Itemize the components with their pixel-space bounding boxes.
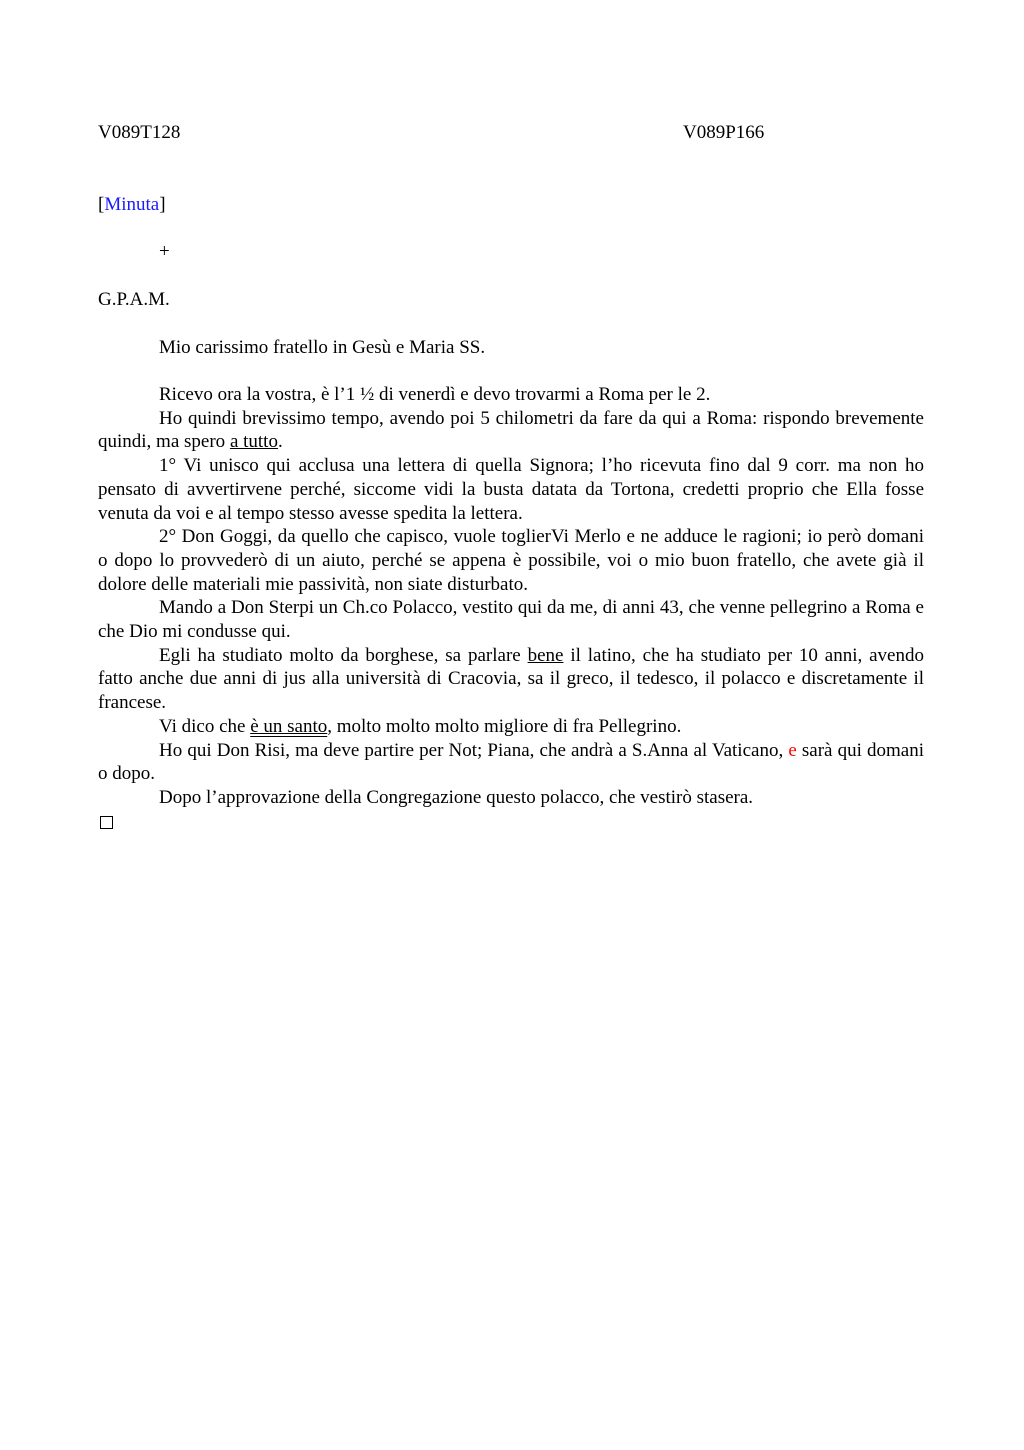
letter-body xyxy=(98,383,924,810)
underlined-bene: bene xyxy=(527,644,564,666)
paragraph-1: Ricevo ora la vostra, è l’1 ½ di venerdì e devo trovarmi a Roma per le 2. xyxy=(159,384,711,405)
salutation: Mio carissimo fratello in Gesù e Maria SS. xyxy=(159,337,486,358)
document-code-left: V089T128 xyxy=(98,122,181,143)
paragraph-2-text: Ho quindi brevissimo tempo, avendo poi 5 chilometri da fare da qui a Roma: rispondo brevemente quindi, ma spero xyxy=(98,407,924,453)
paragraph-8 xyxy=(98,739,924,786)
paragraph-8-end: sarà qui domani o dopo. xyxy=(98,739,925,785)
paragraph-8-text: Ho qui Don Risi, ma deve partire per Not; Piana, che andrà a S.Anna al Vaticano, xyxy=(159,739,789,761)
paragraph-9: Dopo l’approvazione della Congregazione questo polacco, che vestirò stasera. xyxy=(159,786,754,808)
paragraph-4: 2° Don Goggi, da quello che capisco, vuole toglierVi Merlo e ne adduce le ragioni; io però domani o dopo lo provvederò di un aiuto, perché se appena è possibile, voi o mio buon fratello, che avete già il dolore delle materiali mie passività, non siate disturbato. xyxy=(98,526,924,595)
paragraph-7-text: Vi dico che xyxy=(159,715,251,737)
double-underlined-e-un-santo: è un santo xyxy=(250,715,328,737)
document-code-right: V089P166 xyxy=(683,122,765,143)
minuta-bracket-close: ] xyxy=(159,194,166,215)
paragraph-2 xyxy=(98,407,924,454)
paragraph-2-end: . xyxy=(277,431,283,453)
paragraph-6 xyxy=(98,644,924,715)
document-header xyxy=(98,122,924,146)
paragraph-3: 1° Vi unisco qui acclusa una lettera di quella Signora; l’ho ricevuta fino dal 9 corr. ma non ho pensato di avvertirvene perché, siccome vidi la busta datata da Tortona, credetti proprio che Ella fosse venuta da voi e al tempo stesso avesse spedita la lettera. xyxy=(98,455,924,524)
minuta-link[interactable]: Minuta xyxy=(104,194,160,215)
minuta-label xyxy=(98,194,166,216)
paragraph-6-end: il latino, che ha studiato per 10 anni, avendo fatto anche due anni di jus alla università di Cracovia, sa il greco, il tedesco, il polacco e discretamente il francese. xyxy=(98,644,924,714)
underlined-a-tutto: a tutto xyxy=(229,431,278,453)
red-correction-e: e xyxy=(788,739,797,761)
paragraph-6-text: Egli ha studiato molto da borghese, sa parlare xyxy=(159,644,528,666)
cross-symbol: + xyxy=(159,241,170,262)
square-icon xyxy=(100,816,113,829)
paragraph-7-end: , molto molto molto migliore di fra Pellegrino. xyxy=(327,715,682,737)
gpam-heading: G.P.A.M. xyxy=(98,289,170,310)
minuta-bracket-open: [ xyxy=(98,194,105,215)
paragraph-7 xyxy=(98,715,924,739)
paragraph-5: Mando a Don Sterpi un Ch.co Polacco, vestito qui da me, di anni 43, che venne pellegrino a Roma e che Dio mi condusse qui. xyxy=(98,597,924,643)
